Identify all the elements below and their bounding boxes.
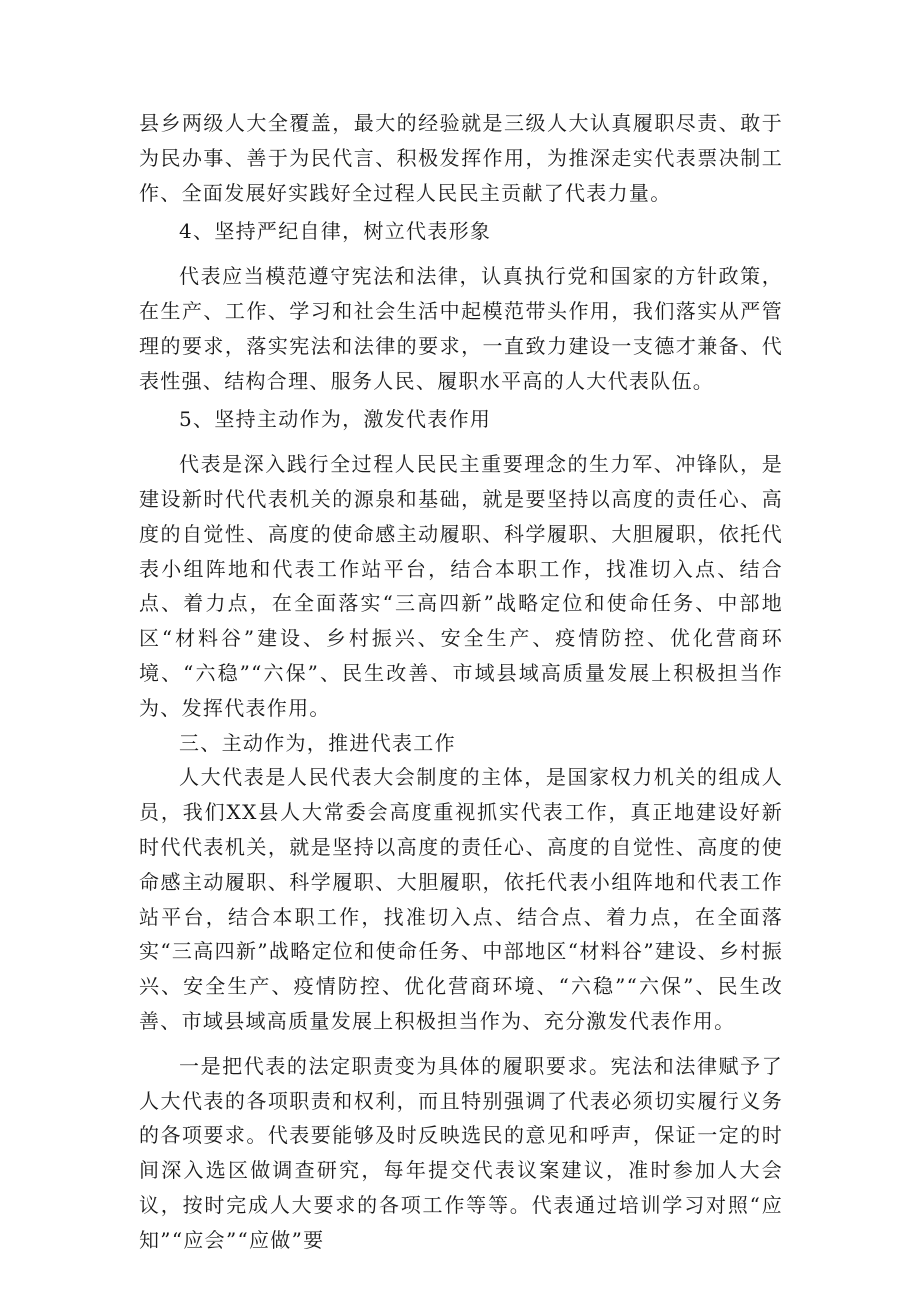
section-heading-5: 5、坚持主动作为，激发代表作用 <box>179 407 492 432</box>
paragraph-continued: 县乡两级人大全覆盖，最大的经验就是三级人大认真履职尽责、敢于为民办事、善于为民代言、积极发挥作用，为推深走实代表票决制工作、全面发展好实践好全过程人民民主贡献了代表力量。 <box>139 111 783 205</box>
paragraph-promote-work: 人大代表是人民代表大会制度的主体，是国家权力机关的组成人员，我们XX县人大常委会高度重视抓实代表工作，真正地建设好新时代代表机关，就是坚持以高度的责任心、高度的自觉性、高度的使命感主动履职、科学履职、大胆履职，依托代表小组阵地和代表工作站平台，结合本职工作，找准切入点、结合点、着力点，在全面落实“三高四新”战略定位和使命任务、中部地区“材料谷”建设、乡村振兴、安全生产、疫情防控、优化营商环境、“六稳”“六保”、民生改善、市域县域高质量发展上积极担当作为、充分激发代表作用。 <box>139 765 783 1033</box>
paragraph-duties: 一是把代表的法定职责变为具体的履职要求。宪法和法律赋予了人大代表的各项职责和权利，而且特别强调了代表必须切实履行义务的各项要求。代表要能够及时反映选民的意见和呼声，保证一定的时间深入选区做调查研究，每年提交代表议案建议，准时参加人大会议，按时完成人大要求的各项工作等等。代表通过培训学习对照“应知”“应会”“应做”要 <box>139 1053 783 1252</box>
paragraph-active-role: 代表是深入践行全过程人民民主重要理念的生力军、冲锋队，是建设新时代代表机关的源泉和基础，就是要坚持以高度的责任心、高度的自觉性、高度的使命感主动履职、科学履职、大胆履职，依托代表小组阵地和代表工作站平台，结合本职工作，找准切入点、结合点、着力点，在全面落实“三高四新”战略定位和使命任务、中部地区“材料谷”建设、乡村振兴、安全生产、疫情防控、优化营商环境、“六稳”“六保”、民生改善、市域县域高质量发展上积极担当作为、发挥代表作用。 <box>139 452 783 720</box>
paragraph-discipline: 代表应当模范遵守宪法和法律，认真执行党和国家的方针政策，在生产、工作、学习和社会生活中起模范带头作用，我们落实从严管理的要求，落实宪法和法律的要求，一直致力建设一支德才兼备、代表性强、结构合理、服务人民、履职水平高的人大代表队伍。 <box>139 264 783 393</box>
section-heading-4: 4、坚持严纪自律，树立代表形象 <box>179 219 492 244</box>
section-heading-3: 三、主动作为，推进代表工作 <box>179 730 456 755</box>
document-page <box>139 106 783 1258</box>
